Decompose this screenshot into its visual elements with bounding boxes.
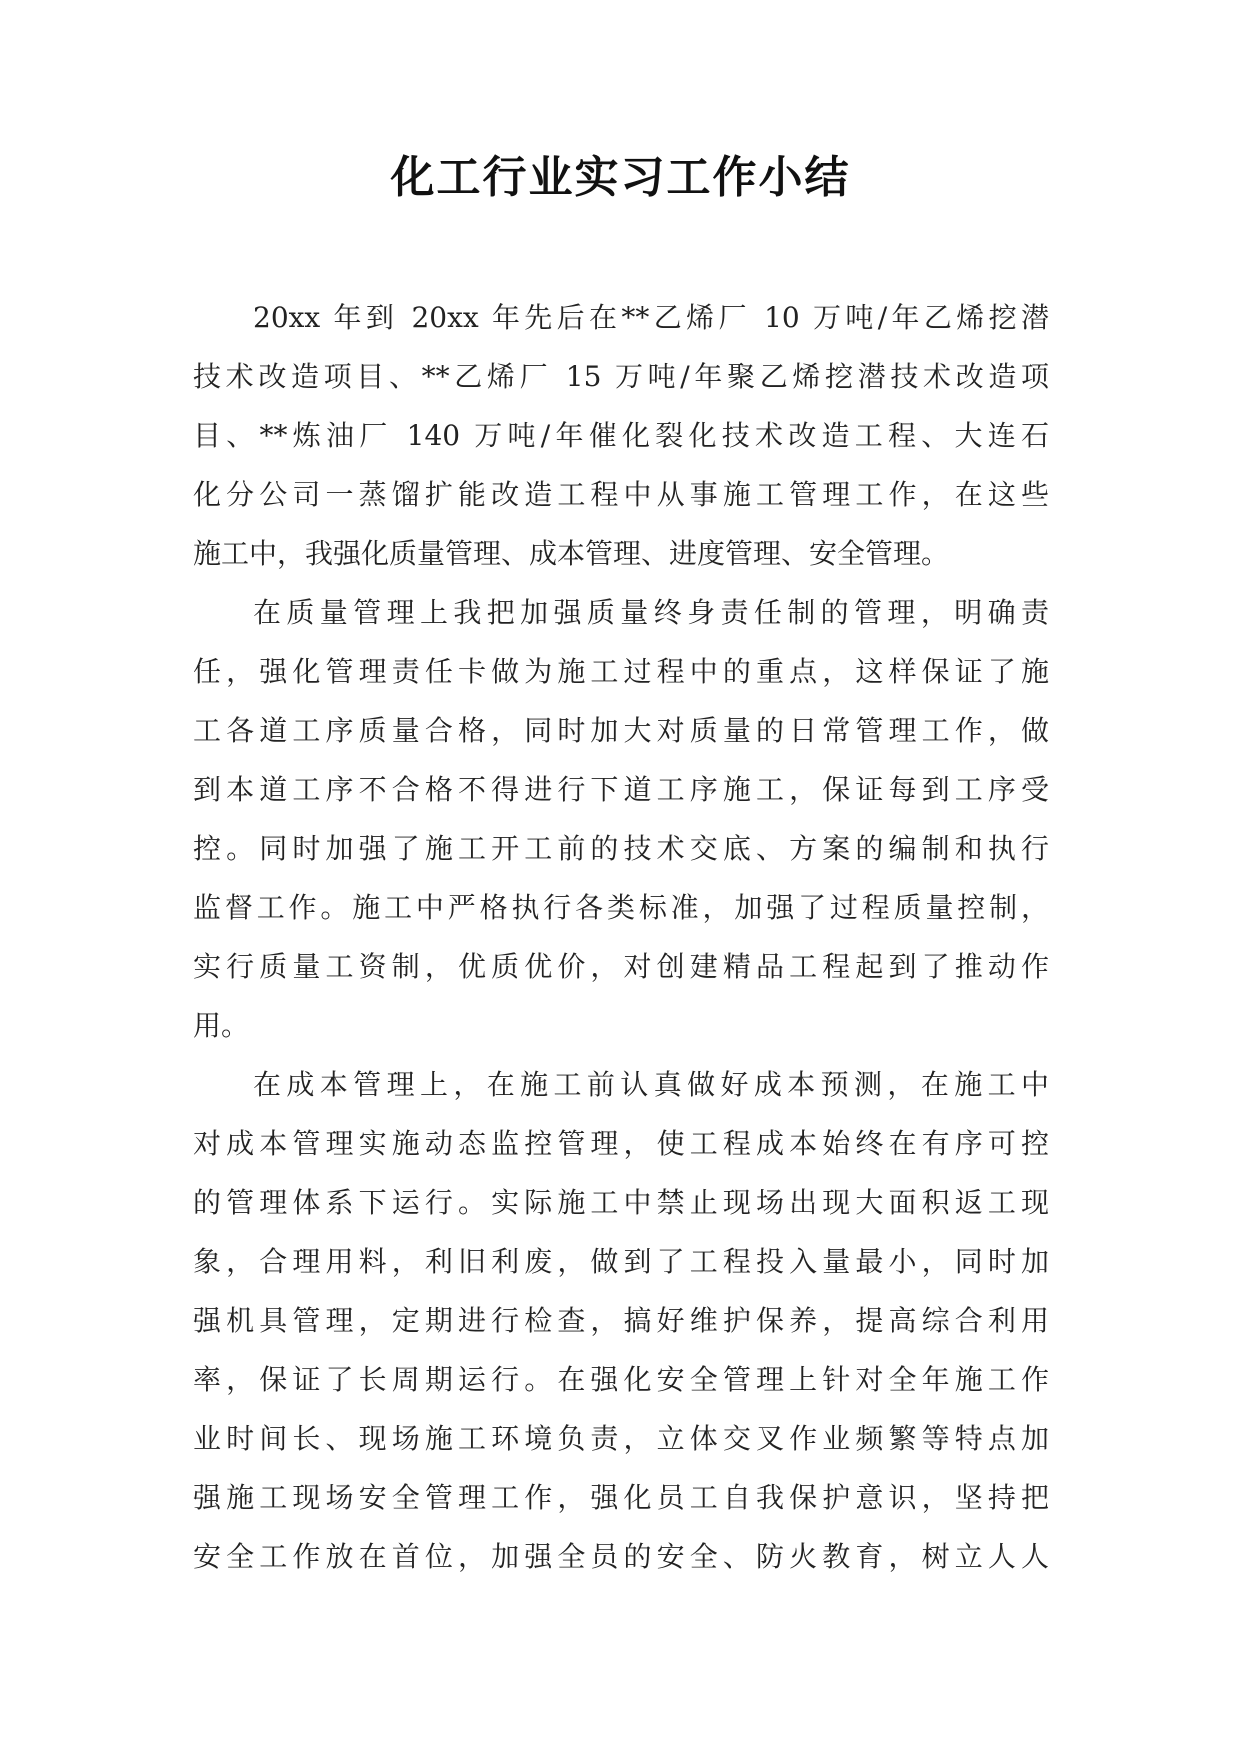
text-line: 技术改造项目、**乙烯厂 15 万吨/年聚乙烯挖潜技术改造项 (193, 360, 1049, 393)
text-line: 实行质量工资制，优质优价，对创建精品工程起到了推动作 (193, 950, 1049, 983)
paragraph-quality-management (193, 583, 1049, 1055)
paragraph-cost-management (193, 1055, 1049, 1586)
text-line: 工各道工序质量合格，同时加大对质量的日常管理工作，做 (193, 714, 1049, 747)
paragraph-projects (193, 288, 1049, 583)
text-line: 强施工现场安全管理工作，强化员工自我保护意识，坚持把 (193, 1481, 1049, 1514)
text-line: 20xx 年到 20xx 年先后在**乙烯厂 10 万吨/年乙烯挖潜 (253, 301, 1049, 334)
text-line: 化分公司一蒸馏扩能改造工程中从事施工管理工作，在这些 (193, 478, 1049, 511)
document-title: 化工行业实习工作小结 (390, 152, 851, 203)
text-line: 监督工作。施工中严格执行各类标准，加强了过程质量控制， (193, 891, 1049, 924)
document-body (193, 288, 1049, 1586)
text-line: 的管理体系下运行。实际施工中禁止现场出现大面积返工现 (193, 1186, 1049, 1219)
text-line: 强机具管理，定期进行检查，搞好维护保养，提高综合利用 (193, 1304, 1049, 1337)
text-line: 在质量管理上我把加强质量终身责任制的管理，明确责 (253, 596, 1049, 629)
text-line: 安全工作放在首位，加强全员的安全、防火教育，树立人人 (193, 1540, 1049, 1573)
text-line: 对成本管理实施动态监控管理，使工程成本始终在有序可控 (193, 1127, 1049, 1160)
text-line: 施工中，我强化质量管理、成本管理、进度管理、安全管理。 (193, 537, 950, 570)
text-line: 率，保证了长周期运行。在强化安全管理上针对全年施工作 (193, 1363, 1049, 1396)
text-line: 业时间长、现场施工环境负责，立体交叉作业频繁等特点加 (193, 1422, 1049, 1455)
text-line: 控。同时加强了施工开工前的技术交底、方案的编制和执行 (193, 832, 1049, 865)
text-line: 目、**炼油厂 140 万吨/年催化裂化技术改造工程、大连石 (193, 419, 1049, 452)
text-line: 用。 (193, 1009, 250, 1042)
text-line: 象，合理用料，利旧利废，做到了工程投入量最小，同时加 (193, 1245, 1049, 1278)
text-line: 任，强化管理责任卡做为施工过程中的重点，这样保证了施 (193, 655, 1049, 688)
text-line: 到本道工序不合格不得进行下道工序施工，保证每到工序受 (193, 773, 1049, 806)
text-line: 在成本管理上，在施工前认真做好成本预测，在施工中 (253, 1068, 1049, 1101)
